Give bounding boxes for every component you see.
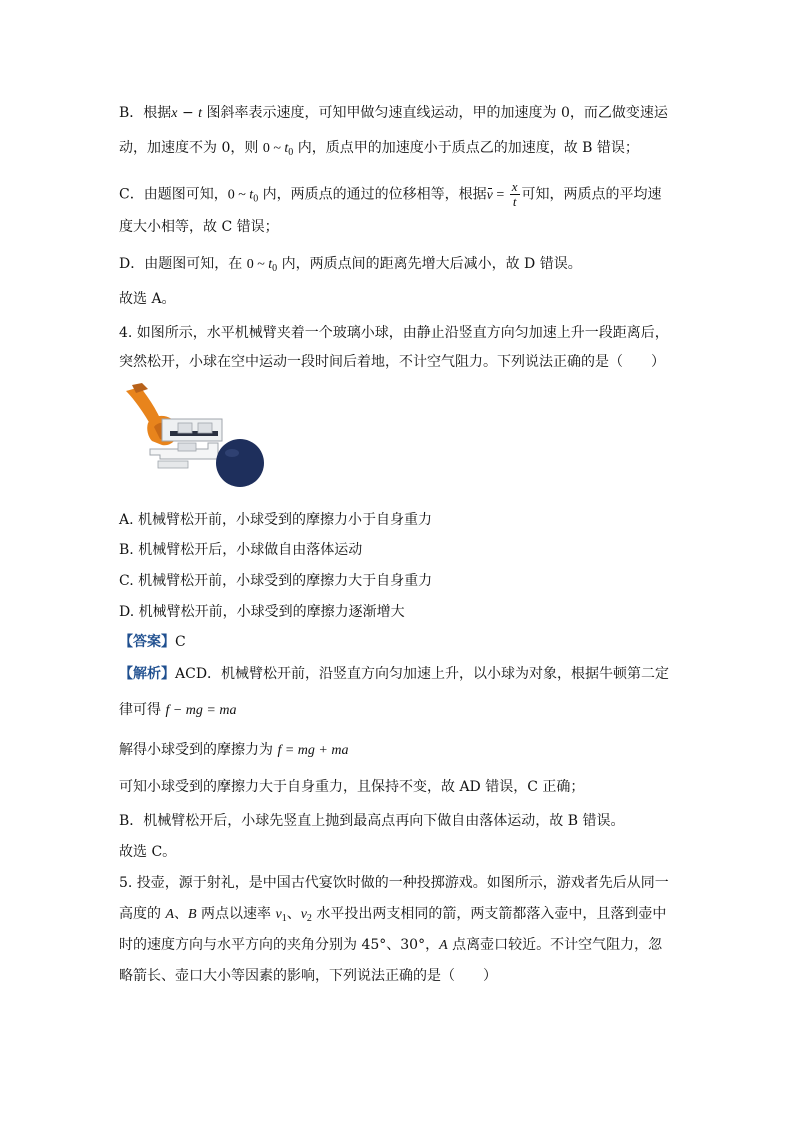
question-4-stem-line2: 突然松开，小球在空中运动一段时间后着地，不计空气阻力。下列说法正确的是（ ） [119, 354, 665, 370]
option-d-explanation: D．由题图可知，在 0 ~ $t_0$ 内，两质点间的距离先增大后减小，故 D 错误。 [119, 256, 582, 274]
fraction-x-over-t: $\frac{x}{t}$ [511, 179, 518, 209]
question-5-stem-line1: 5. 投壶，源于射礼，是中国古代宴饮时做的一种投掷游戏。如图所示，游戏者先后从同一 [119, 875, 669, 891]
option-d: D. 机械臂松开前，小球受到的摩擦力逐渐增大 [119, 604, 405, 620]
explanation-line2: 律可得 f − mg = ma [119, 702, 237, 718]
select-answer-a: 故选 A。 [119, 291, 176, 307]
question-4-stem-line1: 4. 如图所示，水平机械臂夹着一个玻璃小球，由静止沿竖直方向匀加速上升一段距离后， [119, 325, 669, 341]
question-5-stem-line4: 略箭长、壶口大小等因素的影响，下列说法正确的是（ ） [119, 968, 497, 984]
glass-ball [216, 439, 264, 487]
gripper-block-left [178, 423, 192, 433]
question-5-stem-line3: 时的速度方向与水平方向的夹角分别为 45°、30°，A 点离壶口较近。不计空气阻力，忽 [119, 937, 663, 953]
gripper-block-right [198, 423, 212, 433]
explanation-line3: 解得小球受到的摩擦力为 f = mg + ma [119, 742, 349, 758]
option-b-explanation-line1: B．根据x − t 图斜率表示速度，可知甲做匀速直线运动，甲的加速度为 0，而乙做变速运 [119, 105, 668, 121]
answer-label: 【答案】 [119, 634, 175, 650]
option-c-explanation-line1: C．由题图可知，0 ~ $t_0$ 内，两质点的通过的位移相等，根据v = $\frac{x}{t}$ 可知，两质点的平均速 [119, 179, 662, 209]
explanation-line1: 【解析】ACD．机械臂松开前，沿竖直方向匀加速上升，以小球为对象，根据牛顿第二定 [119, 666, 670, 682]
explanation-line5: B．机械臂松开后，小球先竖直上抛到最高点再向下做自由落体运动，故 B 错误。 [119, 813, 625, 829]
question-5-stem-line2: 高度的 A、B 两点以速率 $v_1$、$v_2$ 水平投出两支相同的箭，两支箭都落入壶中，且落到壶中 [119, 906, 667, 924]
option-b: B. 机械臂松开后，小球做自由落体运动 [119, 542, 363, 558]
robot-arm-ball-figure [122, 383, 272, 491]
answer-line: 【答案】C [119, 634, 186, 650]
option-c: C. 机械臂松开前，小球受到的摩擦力大于自身重力 [119, 573, 433, 589]
ball-highlight [225, 449, 239, 457]
option-c-explanation-line2: 度大小相等，故 C 错误； [119, 219, 279, 235]
explanation-line4: 可知小球受到的摩擦力大于自身重力，且保持不变，故 AD 错误，C 正确； [119, 779, 585, 795]
explanation-label: 【解析】 [119, 666, 175, 682]
gripper-base-plate [158, 461, 188, 468]
option-b-explanation-line2: 动，加速度不为 0，则 0 ~ $t_0$ 内，质点甲的加速度小于质点乙的加速度，故 B 错误； [119, 140, 639, 158]
gripper-lower-block [178, 443, 196, 451]
select-answer-c: 故选 C。 [119, 844, 177, 860]
option-a: A. 机械臂松开前，小球受到的摩擦力小于自身重力 [119, 512, 433, 528]
